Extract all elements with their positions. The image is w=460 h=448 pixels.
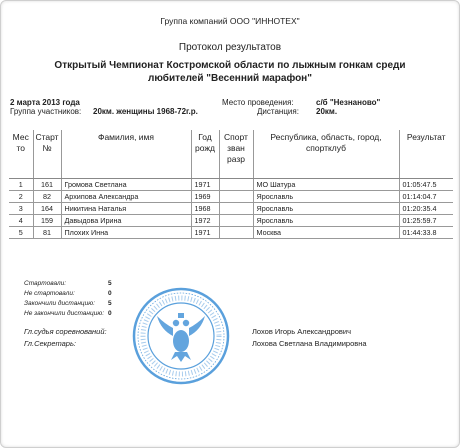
group-value: 20км. женщины 1968-72г.р. (93, 107, 198, 116)
col-year-header: Год рожд (191, 130, 219, 178)
year-cell: 1971 (191, 178, 219, 190)
stat-not-started-label: Не стартовали: (24, 290, 75, 297)
name-cell: Никитина Наталья (61, 202, 191, 214)
year-cell: 1969 (191, 190, 219, 202)
bib-cell: 159 (33, 214, 61, 226)
protocol-title: Протокол результатов (178, 42, 282, 53)
col-result-header: Результат (399, 130, 453, 178)
result-cell: 01:14:04.7 (399, 190, 453, 202)
stat-started-label: Стартовали: (24, 280, 67, 287)
results-header-row (9, 130, 453, 178)
results-table (9, 130, 453, 239)
bib-cell: 82 (33, 190, 61, 202)
bib-cell: 164 (33, 202, 61, 214)
chief-secretary-name: Лохова Светлана Владимировна (252, 339, 367, 348)
rank-cell (219, 190, 253, 202)
result-cell: 01:20:35.4 (399, 202, 453, 214)
table-row (9, 202, 453, 214)
col-rank-header: Спорт зван разр (219, 130, 253, 178)
results-protocol-page (6, 6, 454, 442)
organizer-line: Группа компаний ООО "ИННОТЕХ" (160, 16, 300, 26)
stat-not-finished-value: 0 (108, 310, 112, 317)
table-row (9, 226, 453, 238)
venue-label: Место проведения: (222, 98, 294, 107)
bib-cell: 81 (33, 226, 61, 238)
rank-cell (219, 202, 253, 214)
rank-cell (219, 214, 253, 226)
result-cell: 01:44:33.8 (399, 226, 453, 238)
stat-not-finished-label: Не закончили дистанцию: (24, 310, 105, 317)
stat-finished-label: Закончили дистанцию: (24, 300, 95, 307)
competition-title: Открытый Чемпионат Костромской области по лыжным гонкам среди любителей "Весенний марафон" (54, 60, 406, 84)
stat-finished-value: 5 (108, 300, 112, 307)
year-cell: 1972 (191, 214, 219, 226)
col-name-header: Фамилия, имя (61, 130, 191, 178)
seal-stamp-icon (131, 286, 231, 386)
place-cell: 2 (9, 190, 33, 202)
distance-label: Дистанция: (257, 107, 299, 116)
col-place-header: Мес то (9, 130, 33, 178)
name-cell: Архипова Александра (61, 190, 191, 202)
result-cell: 01:05:47.5 (399, 178, 453, 190)
region-cell: Москва (253, 226, 399, 238)
year-cell: 1968 (191, 202, 219, 214)
venue-value: с/б "Незнаново" (316, 98, 381, 107)
col-bib-header: Старт № (33, 130, 61, 178)
name-cell: Плохих Инна (61, 226, 191, 238)
bib-cell: 161 (33, 178, 61, 190)
distance-value: 20км. (316, 107, 338, 116)
group-label: Группа участников: (10, 107, 82, 116)
place-cell: 4 (9, 214, 33, 226)
rank-cell (219, 226, 253, 238)
region-cell: Ярославль (253, 190, 399, 202)
chief-judge-role: Гл.судья соревнований: (24, 327, 107, 336)
stat-started-value: 5 (108, 280, 112, 287)
table-row (9, 178, 453, 190)
place-cell: 5 (9, 226, 33, 238)
table-row (9, 190, 453, 202)
region-cell: Ярославль (253, 214, 399, 226)
name-cell: Громова Светлана (61, 178, 191, 190)
place-cell: 3 (9, 202, 33, 214)
place-cell: 1 (9, 178, 33, 190)
name-cell: Давыдова Ирина (61, 214, 191, 226)
col-region-header: Республика, область, город, спортклуб (253, 130, 399, 178)
table-row (9, 214, 453, 226)
region-cell: Ярославль (253, 202, 399, 214)
event-date: 2 марта 2013 года (10, 98, 80, 107)
chief-judge-name: Лохов Игорь Александрович (252, 327, 351, 336)
year-cell: 1971 (191, 226, 219, 238)
rank-cell (219, 178, 253, 190)
result-cell: 01:25:59.7 (399, 214, 453, 226)
stat-not-started-value: 0 (108, 290, 112, 297)
region-cell: МО Шатура (253, 178, 399, 190)
chief-secretary-role: Гл.Секретарь: (24, 339, 76, 348)
